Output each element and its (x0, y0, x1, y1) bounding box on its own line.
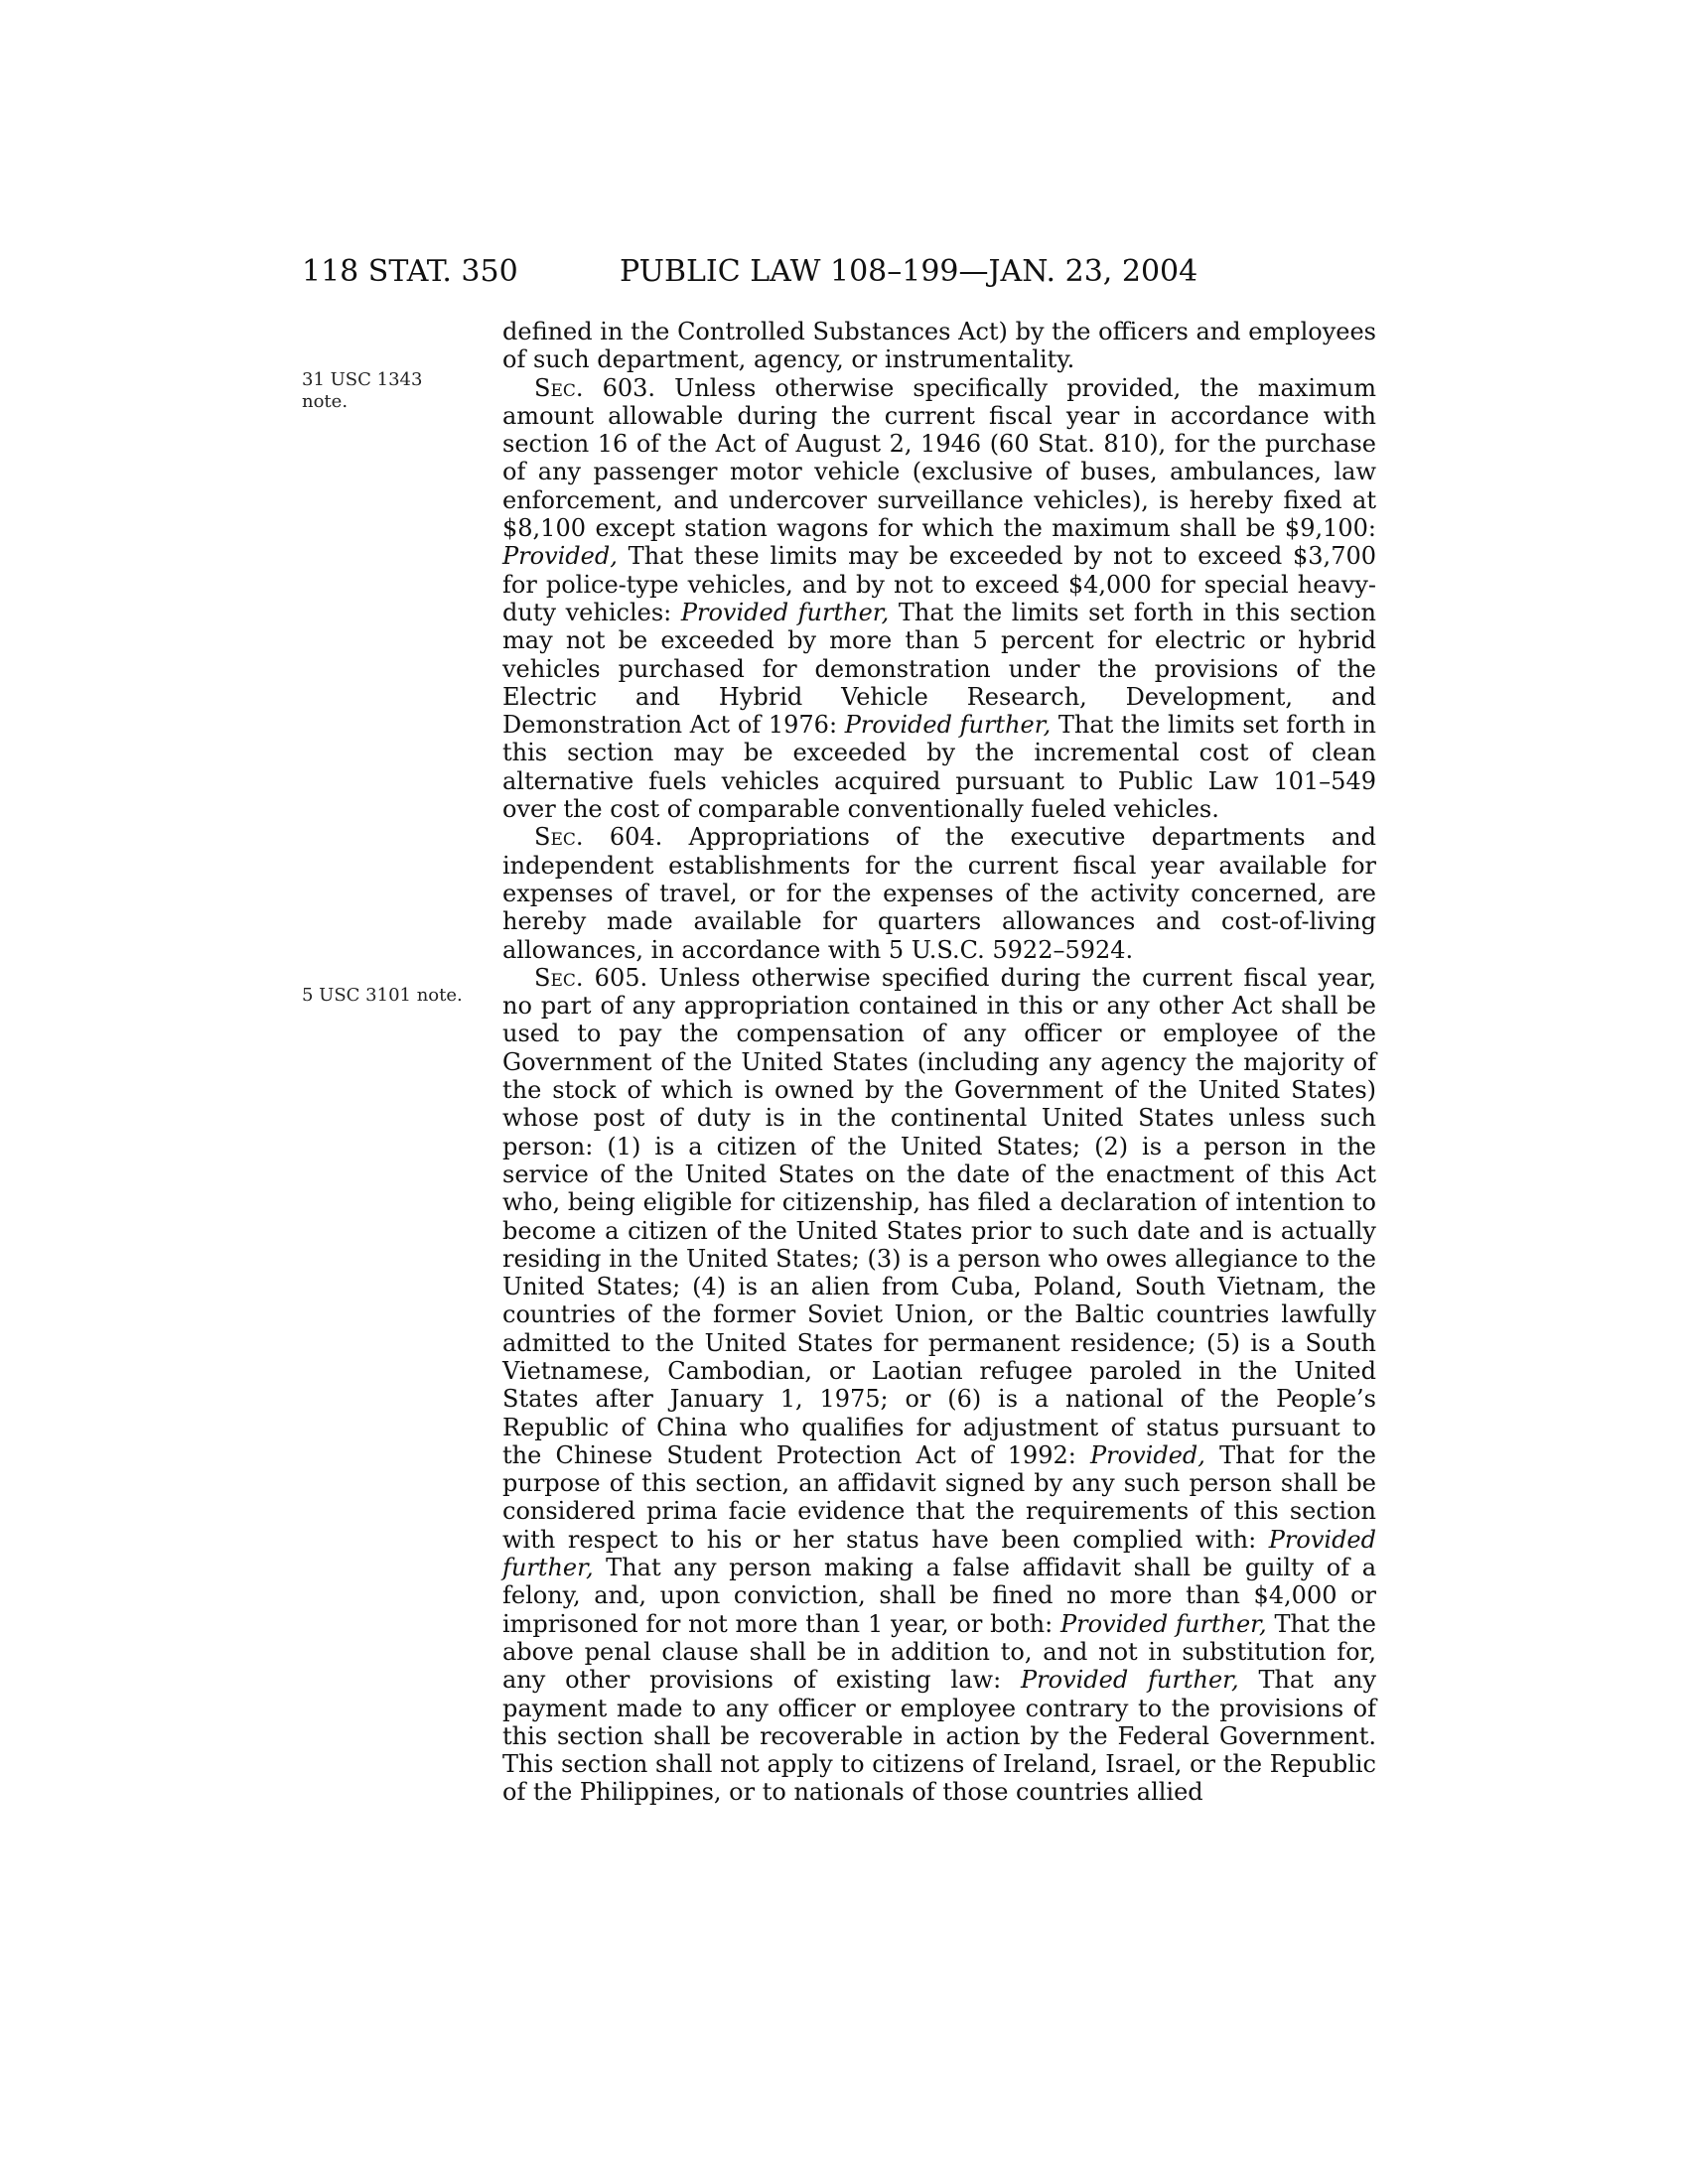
section-603 (502, 374, 1376, 824)
section-text: Appropriations of the executive departments and independent establishments for the current fiscal year available for expenses of travel, or for the expenses of the activity concerned, are hereby made available for quarters allowances and cost-of-living allowances, in accordance with 5 U.S.C. 5922–5924. (502, 823, 1376, 964)
proviso: Provided further, (502, 1525, 1376, 1582)
proviso: Provided, (1090, 1440, 1205, 1469)
margin-note-line: 31 USC 1343 (302, 369, 423, 390)
margin-note-line: 5 USC 3101 note. (302, 985, 463, 1006)
margin-note-line: note. (302, 391, 349, 412)
page-header (302, 250, 1379, 294)
section-label: Sec. 604. (534, 823, 663, 852)
section-text: That these limits may be exceeded by not to exceed $3,700 for police-type vehicles, and by not to exceed $4,000 for special heavy-duty vehicles: (502, 542, 1376, 626)
section-text: That for the purpose of this section, an affidavit signed by any such person shall be considered prima facie evidence that the requirements of this section with respect to his or her status have been complied with: (502, 1440, 1377, 1554)
section-text: That the limits set forth in this section may not be exceeded by more than 5 percent for electric or hybrid vehicles purchased for demonstration under the provisions of the Electric and Hybrid Vehicle Research, Development, and Demonstration Act of 1976: (502, 598, 1376, 740)
margin-note-5-usc-3101 (302, 985, 481, 1007)
section-text: Unless otherwise specified during the current fiscal year, no part of any appropriation contained in this or any other Act shall be used to pay the compensation of any officer or employee of the Government of the United States (including any agency the majority of the stock of which is owned by the Government of the United States) whose post of duty is in the continental United States unless such person: (1) is a citizen of the United States; (2) is a person in the service of the United States on the date of the enactment of this Act who, being eligible for citizenship, has filed a declaration of intention to become a citizen of the United States prior to such date and is actually residing in the United States; (3) is a person who owes allegiance to the United States; (4) is an alien from Cuba, Poland, South Vietnam, the countries of the former Soviet Union, or the Baltic countries lawfully admitted to the United States for permanent residence; (5) is a South Vietnamese, Cambodian, or Laotian refugee paroled in the United States after January 1, 1975; or (6) is a national of the People’s Republic of China who qualifies for adjustment of status pursuant to the Chinese Student Protection Act of 1992: (502, 963, 1376, 1469)
page-title: PUBLIC LAW 108–199—JAN. 23, 2004 (620, 254, 1198, 289)
section-605 (502, 964, 1376, 1807)
section-text: That the limits set forth in this section may be exceeded by the incremental cost of clean alternative fuels vehicles acquired pursuant to Public Law 101–549 over the cost of comparable conventionally fueled vehicles. (502, 711, 1376, 824)
section-text: That any payment made to any officer or employee contrary to the provisions of this section shall be recoverable in action by the Federal Government. This section shall not apply to citizens of Ireland, Israel, or the Republic of the Philippines, or to nationals of those countries allied (502, 1666, 1377, 1807)
margin-note-31-usc-1343 (302, 369, 481, 413)
proviso: Provided further, (844, 711, 1052, 740)
proviso: Provided further, (1021, 1666, 1239, 1695)
section-text: That any person making a false affidavit shall be guilty of a felony, and, upon conviction, shall be fined no more than $4,000 or imprisoned for not more than 1 year, or both: (502, 1554, 1376, 1638)
section-label: Sec. 603. (534, 373, 656, 402)
section-label: Sec. 605. (534, 963, 648, 992)
stat-reference: 118 STAT. 350 (302, 254, 518, 289)
proviso: Provided further, (680, 598, 890, 626)
continuation-paragraph: defined in the Controlled Substances Act) by the officers and employees of such department, agency, or instrumentality. (502, 318, 1376, 374)
proviso: Provided further, (1059, 1609, 1267, 1638)
proviso: Provided, (502, 542, 618, 571)
section-604 (502, 823, 1376, 963)
document-body (502, 318, 1376, 1807)
section-text: Unless otherwise specifically provided, the maximum amount allowable during the current fiscal year in accordance with section 16 of the Act of August 2, 1946 (60 Stat. 810), for the purchase of any passenger motor vehicle (exclusive of buses, ambulances, law enforcement, and undercover surveillance vehicles), is hereby fixed at $8,100 except station wagons for which the maximum shall be $9,100: (502, 373, 1376, 543)
section-text: That the above penal clause shall be in addition to, and not in substitution for, any other provisions of existing law: (502, 1609, 1376, 1695)
